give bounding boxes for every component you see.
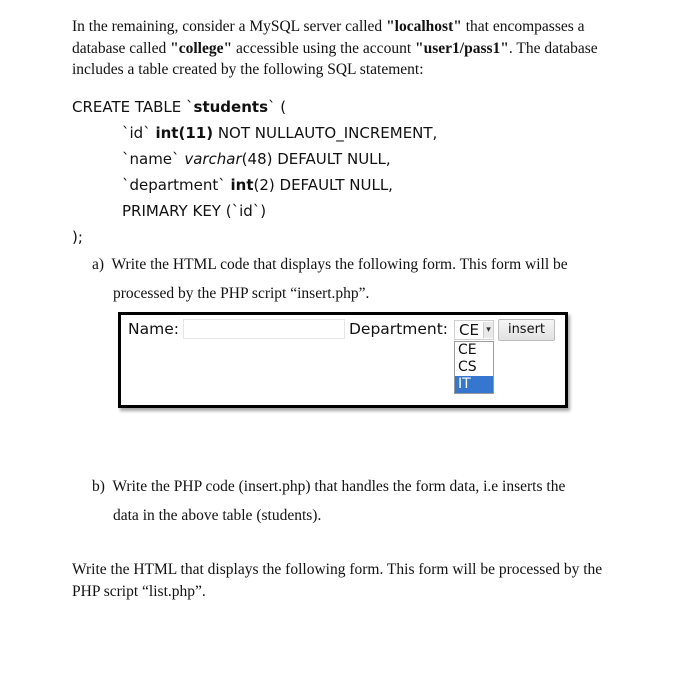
sql-primary-key: PRIMARY KEY (`id`) xyxy=(122,202,267,220)
department-selected-value: CE xyxy=(459,321,479,339)
question-b-marker: b) xyxy=(92,478,105,495)
sql-col-dept-name: `department` xyxy=(122,176,231,194)
question-b-line1 xyxy=(92,472,632,501)
sql-column-department xyxy=(72,172,632,198)
intro-text-1: In the remaining, consider a MySQL server called xyxy=(72,18,387,35)
question-a xyxy=(92,250,632,308)
question-b-text1: Write the PHP code (insert.php) that handles the form data, i.e inserts the xyxy=(112,478,566,495)
question-a-text1: Write the HTML code that displays the following form. This form will be xyxy=(111,256,568,273)
sql-col-dept-rest: (2) DEFAULT NULL, xyxy=(253,176,393,194)
sql-create-line xyxy=(72,94,632,120)
sql-statement xyxy=(72,94,632,250)
server-name: "localhost" xyxy=(386,18,462,35)
sql-col-id-type: int(11) xyxy=(155,124,214,142)
question-a-text2: processed by the PHP script “insert.php”. xyxy=(113,285,370,302)
insert-button[interactable]: insert xyxy=(498,319,555,341)
question-b-text2: data in the above table (students). xyxy=(113,507,322,524)
account-credentials: "user1/pass1" xyxy=(415,39,509,57)
insert-form-preview xyxy=(118,312,568,408)
question-a-line1 xyxy=(92,250,632,279)
question-b xyxy=(92,472,632,530)
outro-paragraph: Write the HTML that displays the following form. This form will be processed by the PHP script “list.php”. xyxy=(72,561,603,600)
sql-col-name-rest: (48) DEFAULT NULL, xyxy=(241,150,391,168)
sql-create-paren: ` ( xyxy=(268,98,287,116)
sql-table-name: students xyxy=(193,98,268,116)
intro-paragraph xyxy=(72,16,632,81)
dropdown-option-it[interactable]: IT xyxy=(455,376,493,393)
intro-text-4: . The database includes a table created by the following SQL statement: xyxy=(72,39,598,78)
sql-col-id-name: `id` xyxy=(122,124,156,142)
intro-text-2: that encompasses a database called xyxy=(72,18,585,57)
sql-column-name xyxy=(72,146,632,172)
intro-text-3: accessible using the account xyxy=(232,39,415,57)
sql-col-name-type: varchar xyxy=(184,150,242,168)
sql-column-id xyxy=(72,120,632,146)
sql-create-keyword: CREATE TABLE ` xyxy=(72,98,194,116)
database-name: "college" xyxy=(170,39,233,57)
name-label: Name: xyxy=(128,320,179,338)
name-input[interactable] xyxy=(183,319,345,339)
sql-col-name-name: `name` xyxy=(122,150,185,168)
department-select[interactable] xyxy=(454,320,494,340)
department-label: Department: xyxy=(349,320,449,338)
sql-close: ); xyxy=(72,228,83,246)
sql-col-dept-type: int xyxy=(230,176,254,194)
department-dropdown-list xyxy=(454,341,494,394)
chevron-down-icon[interactable]: ▾ xyxy=(483,322,493,338)
dropdown-option-ce[interactable]: CE xyxy=(458,342,477,358)
question-a-marker: a) xyxy=(92,256,105,273)
dropdown-option-cs[interactable]: CS xyxy=(458,359,477,375)
sql-col-id-rest: NOT NULLAUTO_INCREMENT, xyxy=(213,124,438,142)
